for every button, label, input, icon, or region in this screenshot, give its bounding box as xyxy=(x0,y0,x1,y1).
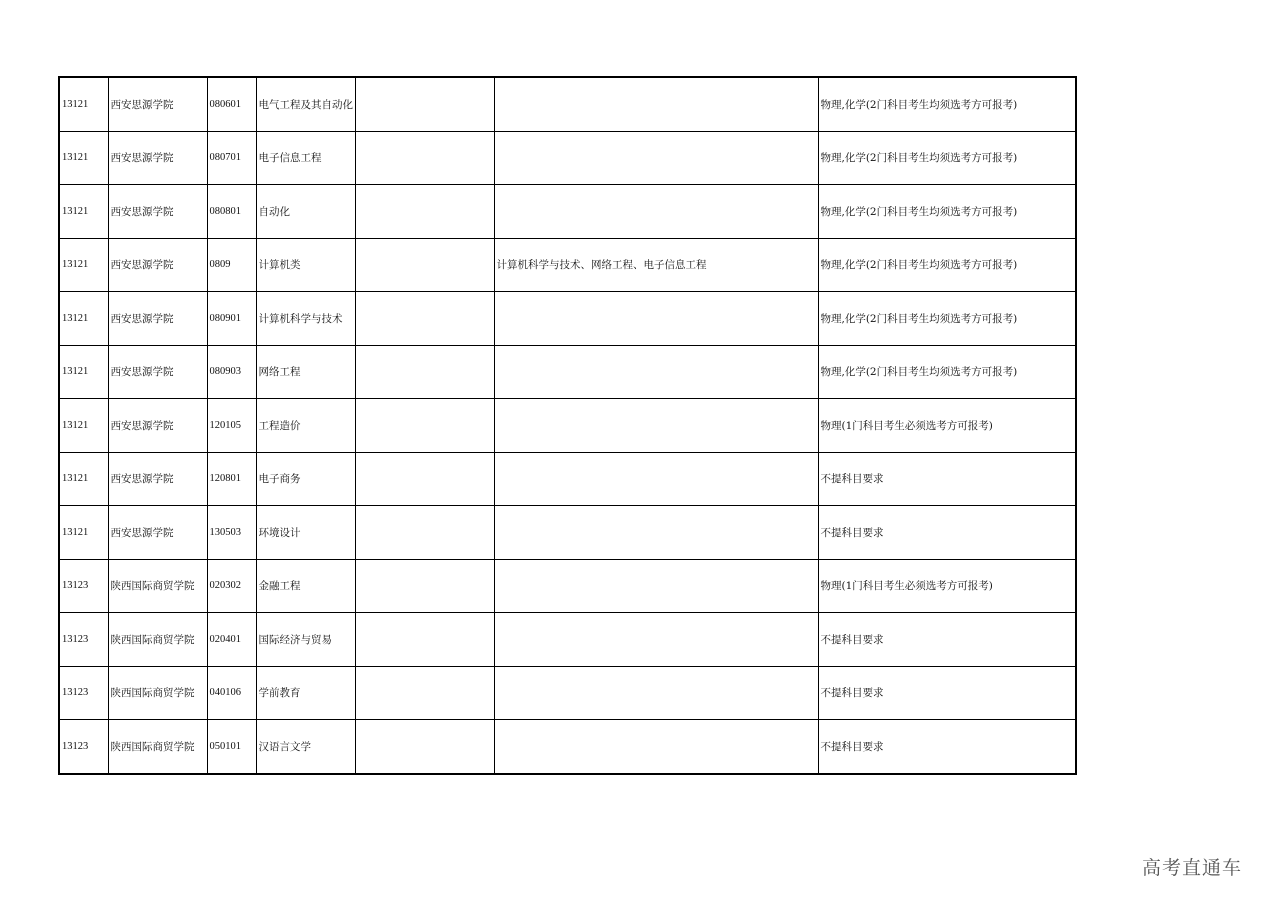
school-name-cell: 西安思源学院 xyxy=(108,452,207,506)
subject-requirement-cell: 物理(1门科目考生必须选考方可报考) xyxy=(818,399,1076,453)
included-majors-cell: 计算机科学与技术、网络工程、电子信息工程 xyxy=(494,238,818,292)
subject-requirement-cell: 不提科目要求 xyxy=(818,506,1076,560)
empty-cell xyxy=(355,720,494,774)
school-name-cell: 陕西国际商贸学院 xyxy=(108,613,207,667)
included-majors-cell xyxy=(494,452,818,506)
included-majors-cell xyxy=(494,506,818,560)
major-name-cell: 计算机科学与技术 xyxy=(256,292,355,346)
major-code-cell: 080903 xyxy=(207,345,256,399)
table-row xyxy=(59,720,1076,774)
included-majors-cell xyxy=(494,345,818,399)
subject-requirement-cell: 物理,化学(2门科目考生均须选考方可报考) xyxy=(818,345,1076,399)
subject-requirement-cell: 物理,化学(2门科目考生均须选考方可报考) xyxy=(818,185,1076,239)
school-code-cell: 13123 xyxy=(59,720,108,774)
major-code-cell: 130503 xyxy=(207,506,256,560)
school-name-cell: 西安思源学院 xyxy=(108,238,207,292)
included-majors-cell xyxy=(494,399,818,453)
major-name-cell: 电气工程及其自动化 xyxy=(256,77,355,131)
major-code-cell: 080801 xyxy=(207,185,256,239)
major-name-cell: 汉语言文学 xyxy=(256,720,355,774)
school-code-cell: 13123 xyxy=(59,613,108,667)
major-code-cell: 080601 xyxy=(207,77,256,131)
school-code-cell: 13121 xyxy=(59,399,108,453)
major-name-cell: 电子商务 xyxy=(256,452,355,506)
table-row xyxy=(59,185,1076,239)
school-name-cell: 陕西国际商贸学院 xyxy=(108,720,207,774)
school-name-cell: 西安思源学院 xyxy=(108,77,207,131)
table-body xyxy=(59,77,1076,774)
included-majors-cell xyxy=(494,559,818,613)
empty-cell xyxy=(355,345,494,399)
major-name-cell: 环境设计 xyxy=(256,506,355,560)
subject-requirement-cell: 不提科目要求 xyxy=(818,666,1076,720)
school-code-cell: 13123 xyxy=(59,666,108,720)
major-name-cell: 金融工程 xyxy=(256,559,355,613)
table-row xyxy=(59,238,1076,292)
table-row xyxy=(59,613,1076,667)
major-name-cell: 国际经济与贸易 xyxy=(256,613,355,667)
subject-requirement-cell: 物理,化学(2门科目考生均须选考方可报考) xyxy=(818,131,1076,185)
empty-cell xyxy=(355,238,494,292)
table-row xyxy=(59,131,1076,185)
empty-cell xyxy=(355,666,494,720)
major-code-cell: 080901 xyxy=(207,292,256,346)
subject-requirement-cell: 不提科目要求 xyxy=(818,613,1076,667)
major-code-cell: 020302 xyxy=(207,559,256,613)
included-majors-cell xyxy=(494,77,818,131)
empty-cell xyxy=(355,559,494,613)
subject-requirement-cell: 物理,化学(2门科目考生均须选考方可报考) xyxy=(818,292,1076,346)
included-majors-cell xyxy=(494,292,818,346)
subject-requirement-cell: 物理(1门科目考生必须选考方可报考) xyxy=(818,559,1076,613)
table-row xyxy=(59,559,1076,613)
school-name-cell: 陕西国际商贸学院 xyxy=(108,666,207,720)
major-code-cell: 080701 xyxy=(207,131,256,185)
included-majors-cell xyxy=(494,666,818,720)
table-row xyxy=(59,77,1076,131)
major-name-cell: 计算机类 xyxy=(256,238,355,292)
watermark-text: 高考直通车 xyxy=(1142,857,1243,879)
empty-cell xyxy=(355,131,494,185)
school-name-cell: 西安思源学院 xyxy=(108,292,207,346)
school-code-cell: 13121 xyxy=(59,131,108,185)
table-row xyxy=(59,506,1076,560)
major-name-cell: 工程造价 xyxy=(256,399,355,453)
major-code-cell: 020401 xyxy=(207,613,256,667)
major-code-cell: 120105 xyxy=(207,399,256,453)
empty-cell xyxy=(355,399,494,453)
school-name-cell: 西安思源学院 xyxy=(108,185,207,239)
major-name-cell: 学前教育 xyxy=(256,666,355,720)
subject-requirement-cell: 物理,化学(2门科目考生均须选考方可报考) xyxy=(818,77,1076,131)
school-code-cell: 13121 xyxy=(59,452,108,506)
school-name-cell: 陕西国际商贸学院 xyxy=(108,559,207,613)
major-name-cell: 网络工程 xyxy=(256,345,355,399)
major-name-cell: 自动化 xyxy=(256,185,355,239)
school-name-cell: 西安思源学院 xyxy=(108,345,207,399)
table-row xyxy=(59,399,1076,453)
included-majors-cell xyxy=(494,613,818,667)
empty-cell xyxy=(355,613,494,667)
table-row xyxy=(59,292,1076,346)
school-code-cell: 13121 xyxy=(59,77,108,131)
major-name-cell: 电子信息工程 xyxy=(256,131,355,185)
included-majors-cell xyxy=(494,131,818,185)
included-majors-cell xyxy=(494,185,818,239)
school-code-cell: 13121 xyxy=(59,185,108,239)
empty-cell xyxy=(355,506,494,560)
table-row xyxy=(59,345,1076,399)
school-name-cell: 西安思源学院 xyxy=(108,506,207,560)
school-code-cell: 13121 xyxy=(59,238,108,292)
empty-cell xyxy=(355,185,494,239)
major-code-cell: 050101 xyxy=(207,720,256,774)
school-code-cell: 13123 xyxy=(59,559,108,613)
school-name-cell: 西安思源学院 xyxy=(108,399,207,453)
subject-requirement-cell: 不提科目要求 xyxy=(818,720,1076,774)
major-code-cell: 0809 xyxy=(207,238,256,292)
empty-cell xyxy=(355,77,494,131)
empty-cell xyxy=(355,292,494,346)
major-code-cell: 120801 xyxy=(207,452,256,506)
subject-requirement-cell: 物理,化学(2门科目考生均须选考方可报考) xyxy=(818,238,1076,292)
school-name-cell: 西安思源学院 xyxy=(108,131,207,185)
empty-cell xyxy=(355,452,494,506)
subject-requirements-table xyxy=(58,76,1077,775)
table-row xyxy=(59,666,1076,720)
school-code-cell: 13121 xyxy=(59,345,108,399)
major-code-cell: 040106 xyxy=(207,666,256,720)
included-majors-cell xyxy=(494,720,818,774)
school-code-cell: 13121 xyxy=(59,506,108,560)
school-code-cell: 13121 xyxy=(59,292,108,346)
subject-requirement-cell: 不提科目要求 xyxy=(818,452,1076,506)
table-row xyxy=(59,452,1076,506)
